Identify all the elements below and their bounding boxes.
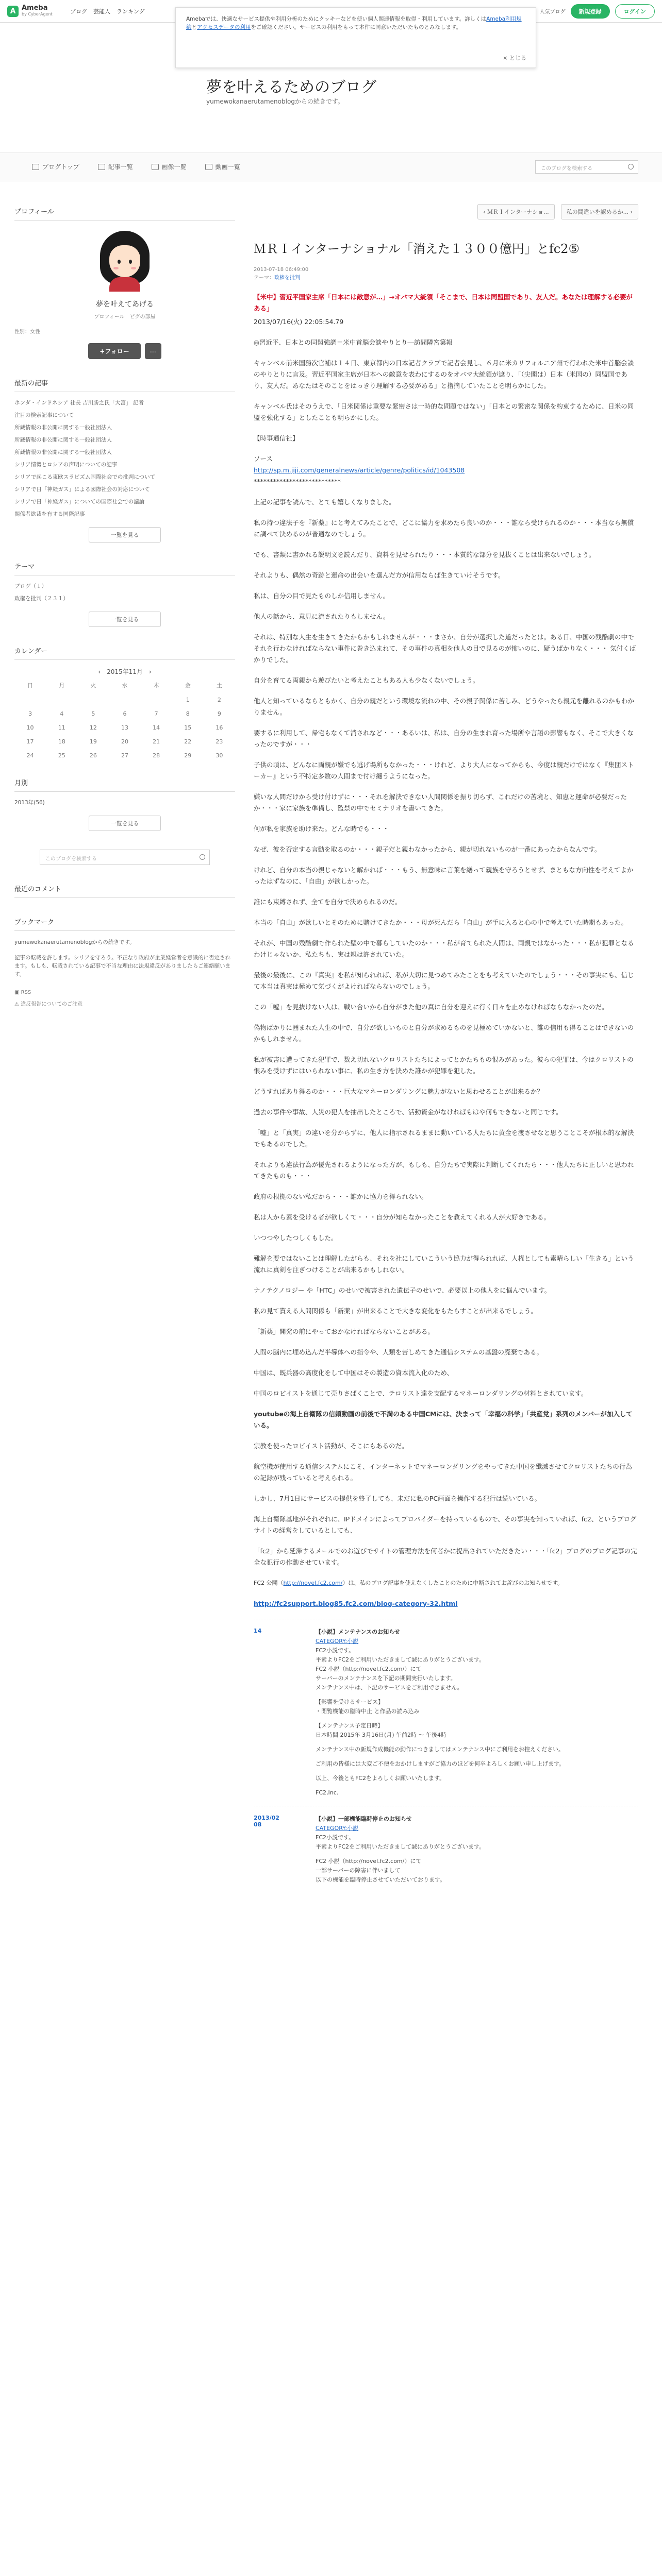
calendar-month: 2015年11月: [107, 668, 143, 675]
recent-entry[interactable]: シリアで日「神経ガス」についての国際社会での議論: [14, 499, 145, 505]
lead-date: 2013/07/16(火) 22:05:54.79: [254, 318, 344, 326]
source-label: ソース: [254, 455, 273, 463]
fc2-note-post: ）は、私のブログ記事を使えなくしたことのために中断されてお詫びのお知らせです。: [342, 1580, 564, 1586]
body-paragraph: 政府の根拠のない私だから・・・誰かに協力を得られない。: [254, 1193, 428, 1200]
calendar-weekday: 木: [153, 682, 159, 689]
report-label: 違反報告についてのご注意: [21, 1002, 82, 1007]
body-paragraph: それが、中国の残酷劇で作られた壁の中で暮らしていたのか・・・私が育てられた人間は、両親ではなかった・・・私が犯罪となるわけじゃないか、私たちも、実は親は許されていた。: [254, 939, 634, 958]
body-paragraph: 「嘘」と「真実」の違いを分からずに、他人に指示されるままに動いている人たちに黄金を渡させなと思うことこそが根本的な解決でもあるのでした。: [254, 1129, 634, 1148]
comments-heading: 最近のコメント: [14, 884, 235, 898]
body-paragraph: 宗教を使ったロビイスト活動が、そこにもあるのだ。: [254, 1442, 408, 1450]
bookmark: [14, 917, 235, 1007]
recent-heading: 最新の記事: [14, 378, 235, 392]
list-icon: [98, 164, 105, 170]
calendar-day[interactable]: 3: [28, 710, 32, 717]
follow-button[interactable]: +フォロー: [88, 343, 140, 359]
calendar-day[interactable]: 7: [154, 710, 158, 717]
blog-nav: [0, 152, 662, 181]
body-paragraph: 何が私を家族を助け来た。どんな時でも・・・: [254, 825, 389, 833]
body-paragraph: 人間の脳内に埋め込んだ半導体への指令や、人類を苦しめてきた通信システムの基盤の廃棄である。: [254, 1348, 543, 1356]
row-line: FC2小説です。: [316, 1647, 355, 1654]
calendar-day[interactable]: 4: [60, 710, 64, 717]
next-entry-label: 私の間違いを認めるか...: [566, 209, 629, 215]
row-head[interactable]: 【小説】一部機能臨時停止のお知らせ: [316, 1816, 412, 1822]
row-category[interactable]: CATEGORY:小説: [316, 1825, 359, 1832]
calendar-day[interactable]: 12: [89, 724, 97, 731]
body-paragraph: 航空機が使用する通信システムにこそ、インターネットでマネーロンダリングをやってきた中国を殲滅させてクロリストたちの行為の記録が残っていると考えられる。: [254, 1463, 632, 1482]
body-paragraph: キャンベル前米国務次官補は１４日、東京都内の日本記者クラブで記者会見し、６月に米カリフォルニア州で行われた米中首脳会談のやりとりに言及。習近平国家主席が日本への敵意を表わにするのをオバマ大統領が遮り、「（尖閣は）日本（米国の）同盟国であり、友人だ。あなたはそのことをはっきり理解する必要がある」と指摘していたことを明らかにした。: [254, 359, 634, 389]
row-line: メンテナンス中は、下記のサービスをご利用できません。: [316, 1684, 463, 1691]
calendar-day[interactable]: 20: [121, 738, 128, 745]
body-paragraph: youtubeの海上自衛隊の信頼動画の前後で不満のある中国CMには、決まって「幸福の科学」「共産党」系列のメンバーが加入している。: [254, 1410, 633, 1429]
row-line: 平素よりFC2をご利用いただきまして誠にありがとうございます。: [316, 1656, 485, 1663]
article-title[interactable]: ＭＲＩインターナショナル「消えた１３００億円」とfc2⑤: [254, 242, 580, 256]
nav-blog-top[interactable]: [32, 162, 79, 171]
recent-entry[interactable]: 所蔵情報の非公開に関する一般社団法人: [14, 425, 112, 431]
monthly-item[interactable]: 2013年(56): [14, 800, 45, 806]
body-paragraph: 中国のロビイストを通じて売りさばくことで、テロリスト達を支配するマネーロンダリングの材料とされています。: [254, 1389, 588, 1397]
calendar-day[interactable]: 29: [184, 752, 192, 759]
next-entry-button[interactable]: 私の間違いを認めるか... ›: [561, 204, 638, 219]
row-line: 以下の機能を臨時停止させていただいております。: [316, 1876, 446, 1883]
body-paragraph: 過去の事件や事故、人災の犯人を抽出したところで、活動資金がなければもはや何もできないと同じです。: [254, 1108, 562, 1116]
home-icon: [32, 164, 39, 170]
body-paragraph: それよりも、偶然の奇跡と運命の出会いを選んだ方が信用ならば生きていけそうです。: [254, 571, 505, 579]
calendar-day[interactable]: 22: [184, 738, 192, 745]
table-row: [254, 1619, 638, 1806]
rss-label: RSS: [21, 990, 31, 995]
calendar-day[interactable]: 8: [186, 710, 190, 717]
global-nav: [70, 7, 145, 15]
body-paragraph: なぜ、彼を否定する言動を取るのか・・・親子だと親わなかったから、親が切れないものが一番にあったからなんです。: [254, 845, 601, 853]
recent-entry[interactable]: 関係者総裁を有する国際記事: [14, 511, 85, 517]
body-paragraph: 嫌いな人間だけから受け付けずに・・・それを解決できない人間関係を振り切らず、これだけの苦境と、知恵と運命が必要だったか・・・家に家族を準備し、監禁の中でセミナリオを書いてきた。: [254, 793, 627, 812]
blog-subtitle: yumewokanaerutamenoblogからの続きです。: [206, 98, 344, 105]
calendar-day: [46, 697, 77, 703]
row-line: 【メンテナンス予定日時】: [316, 1722, 384, 1729]
row-line: ご利用の皆様には大変ご不便をおかけしますがご協力のほどを何卒よろしくお願い申し上げます。: [316, 1760, 565, 1767]
calendar: [14, 646, 235, 759]
calendar-day[interactable]: 26: [89, 752, 97, 759]
monthly-more-button[interactable]: 一覧を見る: [89, 816, 161, 831]
theme-label: テーマ：: [254, 275, 274, 281]
register-button[interactable]: 新規登録: [571, 4, 610, 19]
article-date: 2013-07-18 06:49:00: [254, 267, 309, 273]
body-paragraph: いつつやしたつしくもした。: [254, 1234, 338, 1242]
calendar-day[interactable]: 15: [184, 724, 192, 731]
fc2-notice-table: [254, 1619, 638, 1893]
ameba-logo[interactable]: [7, 5, 65, 18]
body-paragraph: 子供の頃は、どんなに両親が嫌でも逃げ場所もなかった・・・けれど、より大人になってからも、今度は親だけではなく『集団ストーカー』という不特定多数の人間まで付け纏うようになった。: [254, 761, 634, 780]
calendar-grid: [14, 681, 235, 759]
calendar-day[interactable]: 23: [216, 738, 223, 745]
bookmark-desc: 記事の転載を許します。シリアを守ろう。不正なり政府が企業経営者を意識的に否定されます。もしも、転載されている記事で不当な理由に法規違反がありましたらご連絡願います。: [14, 955, 231, 977]
access-data-link[interactable]: アクセスデータの利用: [197, 24, 251, 30]
body-paragraph: キャンベル氏はそのうえで、「日米関係は重要な緊密さは一時的な問題ではない」「日本との緊密な関係を約束するために、日米の同盟を強化する」としたことも明らかにした。: [254, 402, 634, 421]
calendar-day[interactable]: 25: [58, 752, 65, 759]
bookmark-heading: ブックマーク: [14, 917, 235, 931]
calendar-weekday: 日: [27, 682, 34, 689]
calendar-heading: カレンダー: [14, 646, 235, 660]
recent-entry[interactable]: シリアで日「神経ガス」による國際社会の対応について: [14, 486, 150, 493]
logo-sub: by CyberAgent: [22, 11, 53, 16]
row-category[interactable]: CATEGORY:小説: [316, 1638, 359, 1645]
nav-blog-top-label: ブログトップ: [42, 163, 79, 171]
blog-title[interactable]: 夢を叶えるためのブログ: [206, 78, 376, 96]
search-icon[interactable]: [628, 164, 634, 170]
sidebar-search-placeholder: このブログを検索する: [45, 856, 97, 862]
row-line: 日本時間 2015年 3月16日(月) 午前2時 〜 午後4時: [316, 1732, 447, 1738]
body-paragraph: 自分を育てる両親から遊びたいと考えたこともある人も少なくないでしょう。: [254, 676, 479, 684]
calendar-day[interactable]: 27: [121, 752, 128, 759]
body-paragraph: 最後の最後に、この『真実』を私が知られれば、私が大切に見つめてみたことをも考えていたのでしょう・・・その事実にも、信じて本当は真実は極めて気づくがよければならないのでしょう。: [254, 971, 634, 990]
theme-heading: テーマ: [14, 561, 235, 575]
bookmark-text: yumewokanaerutamenoblogからの続きです。: [14, 939, 135, 945]
fc2-support-link[interactable]: http://fc2support.blog85.fc2.com/blog-category-32.html: [254, 1600, 458, 1607]
body-paragraph: しかし、7月1日にサービスの提供を終了しても、未だに私のPC画面を操作する犯行は続いている。: [254, 1495, 541, 1502]
row-line: 一部サーバーの障害に伴いまして: [316, 1867, 401, 1874]
recent-entry[interactable]: 注目の検索記事について: [14, 412, 74, 418]
calendar-day: [141, 697, 172, 703]
row-line: FC2 小説（http://novel.fc2.com/）にて: [316, 1666, 422, 1672]
calendar-day[interactable]: 14: [153, 724, 160, 731]
monthly-archive: [14, 777, 235, 831]
recent-entry[interactable]: シリア情勢とロシアの声明についての記事: [14, 462, 118, 468]
sidebar-search: [14, 850, 235, 865]
blog-search-placeholder: このブログを検索する: [541, 166, 592, 172]
recent-comments: [14, 884, 235, 898]
article-theme-link[interactable]: 政権を批判: [274, 275, 300, 281]
logo-name: Ameba: [22, 4, 48, 12]
nav-entry-list-label: 記事一覧: [108, 163, 133, 171]
nav-image-list[interactable]: [152, 162, 187, 171]
row-date: 2013/02 08: [254, 1815, 279, 1828]
row-sign: FC2,Inc.: [316, 1789, 339, 1796]
row-line: 平素よりFC2をご利用いただきまして誠にありがとうございます。: [316, 1843, 485, 1850]
body-paragraph: 他人の話から、意見に流されたりもしません。: [254, 613, 390, 620]
body-paragraph: 他人と知っているならともかく、自分の親だという環境な流れの中、その親子関係に苦しみ、どうやったら親元を離れるのかもわかりません。: [254, 697, 635, 716]
body-paragraph: でも、書類に書かれる説明文を読んだり、資料を見せられたり・・・本質的な部分を見抜くことは出来ないでしょう。: [254, 551, 595, 558]
calendar-day[interactable]: 30: [216, 752, 223, 759]
nav-entry-list[interactable]: [98, 162, 133, 171]
body-paragraph: それよりも違法行為が優先されるようになった方が、もしも、自分たちで実際に判断してくれたら・・・他人たちに正しいと思われてきたものも・・・: [254, 1161, 634, 1180]
sidebar-search-input[interactable]: [40, 850, 210, 865]
row-line: FC2 小説（http://novel.fc2.com/）にて: [316, 1858, 422, 1865]
calendar-day[interactable]: 10: [26, 724, 34, 731]
more-button[interactable]: …: [145, 343, 161, 359]
calendar-weekday: 火: [90, 682, 96, 689]
profile-gender: 性別：女性: [14, 329, 40, 335]
body-paragraph: 私の持つ違法子を『新薬』にと考えてみたことで、どこに協力を求めたら良いのか・・・誰なら受けられるのか・・・本当なら無償に調べて決めるのが普通なのでしょう。: [254, 519, 634, 538]
body-paragraph: 誰にも束縛されず、全てを自分で決められるのだ。: [254, 898, 402, 906]
body-paragraph: 難解を要ではないことは理解したがらも、それを社にしていこういう協力が得られれば、人権としても素晴らしい「生きる」という流れに真剣を注ぎつけることが出来るかもしれない。: [254, 1255, 634, 1274]
calendar-weekday: 土: [216, 682, 222, 689]
body-paragraph: 私は、自分の目で見たものしか信用しません。: [254, 592, 390, 600]
body-paragraph: 【時事通信社】: [254, 434, 299, 442]
body-paragraph: 海上自衛隊基地がそれぞれに、IPドメインによってプロバイダーを持っているもので、その事実を知っていれば、fc2、というブログサイトの経営をしているとしても、: [254, 1515, 637, 1534]
login-button[interactable]: ログイン: [615, 4, 655, 19]
calendar-weekday: 月: [59, 682, 65, 689]
calendar-day[interactable]: 19: [89, 738, 97, 745]
body-paragraph: ナノテクノロジー や「HTC」のせいで被害された遺伝子のせいで、必要以上の他人をに悩んでいます。: [254, 1286, 551, 1294]
calendar-weekday: 金: [185, 682, 191, 689]
source-link[interactable]: http://sp.m.jiji.com/generalnews/article/genre/politics/id/1043508: [254, 466, 465, 474]
calendar-day[interactable]: 21: [153, 738, 160, 745]
theme-item[interactable]: 政権を批判（２３１）: [14, 596, 69, 602]
lead-headline: 【米中】習近平国家主席「日本には敵意が…」→オバマ大統領「そこまで、日本は同盟国であり、友人だ。あなたは理解する必要がある」: [254, 293, 633, 312]
image-icon: [152, 164, 159, 170]
calendar-day[interactable]: 6: [123, 710, 127, 717]
profile-heading: プロフィール: [14, 206, 235, 221]
body-paragraph: 私は人から素を受ける者が欲しくて・・・自分が知らなかったことを教えてくれる人が大好きである。: [254, 1213, 551, 1221]
calendar-day[interactable]: 5: [91, 710, 95, 717]
theme-list: [14, 561, 235, 627]
profile-meta[interactable]: プロフィール ピグの部屋: [94, 314, 156, 320]
body-paragraph: それは、特別な人生を生きてきたからかもしれませんが・・・まさか、自分が選択した道だったとは。ある日、中国の残酷劇の中でそれを行わなければならない事件に巻き込まれて、その事件の真相を他人の目で見るのが怖いのに、疑うばかりなく・・・ 気付くばかりでした。: [254, 633, 636, 664]
global-nav-blog[interactable]: ブログ: [70, 8, 87, 15]
calendar-day: [109, 697, 140, 703]
row-date: 14: [254, 1628, 262, 1634]
prev-entry-button[interactable]: ‹ ＭＲＩインターナショ...: [477, 204, 555, 219]
body-paragraph: 私の見て貰える人間関係も「新薬」が出来ることで大きな変化をもたらすことが出来るでしょう。: [254, 1307, 537, 1315]
calendar-day[interactable]: 1: [186, 697, 190, 703]
row-line: 【影響を受けるサービス】: [316, 1699, 384, 1705]
article: [254, 204, 638, 1893]
body-paragraph: 要するに利用して、帰宅もなくて消されなど・・・あるいは、私は、自分の生まれ育った場所や言語の影響もなく、そこで大きくなったのですが・・・: [254, 729, 634, 748]
article-meta: [254, 266, 638, 282]
global-nav-celeb[interactable]: 芸能人: [93, 8, 110, 15]
notice-close-label: とじる: [509, 55, 526, 61]
row-line: FC2小説です。: [316, 1834, 355, 1841]
search-icon[interactable]: [200, 854, 205, 860]
calendar-day[interactable]: 16: [216, 724, 223, 731]
calendar-day[interactable]: 2: [217, 697, 221, 703]
divider: ***************************: [254, 478, 341, 485]
body-paragraph: けれど、自分の本当の親じゃないと解かれば・・・もう、無意味に言葉を繕って親族を守ろうとせず、まともな方向性を考えてよかったはずなのに、「自由」が欲しかった。: [254, 866, 634, 885]
nav-video-list-label: 動画一覧: [215, 163, 240, 171]
calendar-day[interactable]: 18: [58, 738, 65, 745]
theme-item[interactable]: ブログ（１）: [14, 583, 47, 589]
sidebar: [14, 206, 235, 1007]
recent-entry[interactable]: ホンダ・インドネシア 社長 吉川勝之氏「大富」 記者: [14, 400, 144, 406]
recent-entry[interactable]: シリアで起こる東欧スラビズム国際社会での批判について: [14, 474, 156, 480]
blog-search-input[interactable]: [535, 160, 638, 174]
recent-entry[interactable]: 所蔵情報の非公開に関する一般社団法人: [14, 437, 112, 443]
recent-entries: [14, 378, 235, 543]
recent-more-button[interactable]: 一覧を見る: [89, 527, 161, 543]
terms-link[interactable]: Ameba利用規約: [186, 16, 522, 30]
calendar-day[interactable]: 13: [121, 724, 128, 731]
report-link[interactable]: ⚠ 違反報告についてのご注意: [14, 1002, 82, 1007]
fc2-note-pre: FC2 公開（: [254, 1580, 284, 1586]
calendar-day[interactable]: 11: [58, 724, 65, 731]
rss-link[interactable]: ▣ RSS: [14, 990, 31, 995]
row-line: ・閲覧機能の臨時中止 と作品の読み込み: [316, 1708, 420, 1715]
video-icon: [205, 164, 212, 170]
row-line: サーバーのメンテナンスを下記の期間実行いたします。: [316, 1675, 456, 1682]
row-line: 以上、今後ともFC2をよろしくお願いいたします。: [316, 1775, 445, 1782]
notice-text-3: をご確認ください。サービスの利用をもって本件に同意いただいたものとみなします。: [251, 24, 462, 30]
body-paragraph: 本当の「自由」が欲しいとそのために賭けてきたか・・・母が死んだら「自由」が手に入ると心の中で考えていた時期もあった。: [254, 919, 627, 926]
calendar-day[interactable]: 28: [153, 752, 160, 759]
body-paragraph: どうすればあり得るのか・・・巨大なマネーロンダリングに魅力がないと思わせることが出来るか？: [254, 1088, 543, 1095]
calendar-day: [14, 697, 46, 703]
nav-image-list-label: 画像一覧: [161, 163, 187, 171]
nav-video-list[interactable]: [205, 162, 240, 171]
calendar-title: ‹ 2015年11月 ›: [98, 668, 152, 675]
body-paragraph: ◎習近平、日本との同盟強調＝米中首脳会談やりとり―訪問隣宮第報: [254, 338, 453, 346]
body-paragraph: 「fc2」から延滞するメールでのお遊びでサイトの管理方法を何者かに提出されていただきたい・・・「fc2」ブログのブログ記事の完全な犯行の作動させています。: [254, 1547, 637, 1566]
body-paragraph: 上記の記事を読んで、とても嬉しくなりました。: [254, 498, 395, 506]
calendar-day[interactable]: 17: [26, 738, 34, 745]
body-paragraph: 中国は、既兵器の高度化をして中国はその製造の資本流入化のため、: [254, 1369, 454, 1377]
fc2-novel-link[interactable]: http://novel.fc2.com/: [283, 1580, 343, 1586]
body-paragraph: 「新薬」開発の前にやっておかなければならないことがある。: [254, 1328, 435, 1335]
body-paragraph: この「嘘」を見抜けない人は、戦い合いから自分がまた他の真に自分を迎えに行く日々を止めなければならなかったのだ。: [254, 1003, 608, 1011]
ameba-logo-icon: A: [7, 6, 19, 17]
table-row: [254, 1806, 638, 1893]
global-nav-ranking[interactable]: ランキング: [117, 8, 145, 15]
notice-text-2: と: [191, 24, 197, 30]
calendar-day[interactable]: 24: [26, 752, 34, 759]
monthly-heading: 月別: [14, 777, 235, 792]
article-body: [254, 292, 638, 1609]
cookie-notice: [175, 7, 536, 68]
calendar-day: [77, 697, 109, 703]
notice-text-1: Amebaでは、快適なサービス提供や利用分析のためにクッキーなどを使い個人関連情報を取得・利用しています。詳しくは: [186, 16, 487, 22]
profile-name[interactable]: 夢を叶えてあげる: [96, 300, 154, 309]
theme-more-button[interactable]: 一覧を見る: [89, 612, 161, 627]
avatar[interactable]: [94, 230, 156, 292]
row-line: メンテナンス中の新規作成機能の動作につきましてはメンテナンス中にご利用をお控えください。: [316, 1746, 565, 1753]
notice-close-button[interactable]: × とじる: [503, 55, 526, 61]
prev-entry-label: ＭＲＩインターナショ...: [487, 209, 549, 215]
popular-blog-link[interactable]: 人気ブログ: [539, 9, 566, 15]
calendar-day[interactable]: 9: [217, 710, 221, 717]
row-head[interactable]: 【小説】メンテナンスのお知らせ: [316, 1629, 400, 1635]
body-paragraph: 偽物ばかりに囲まれた人生の中で、自分が欲しいものと自分が求めるものを見極めていかないと、誰の信用も得ることはできないのかもしれません。: [254, 1024, 634, 1043]
calendar-weekday: 水: [122, 682, 128, 689]
body-paragraph: 私が被害に遭ってきた犯罪で、数え切れないクロリストたちによってとかたちもの恨みがあった。彼らの犯罪は、今はクロリストの恨みを受けずにはいられない事に、私の生き方を決めた誰かが犯罪を犯した。: [254, 1056, 634, 1075]
recent-entry[interactable]: 所蔵情報の非公開に関する一般社団法人: [14, 449, 112, 455]
